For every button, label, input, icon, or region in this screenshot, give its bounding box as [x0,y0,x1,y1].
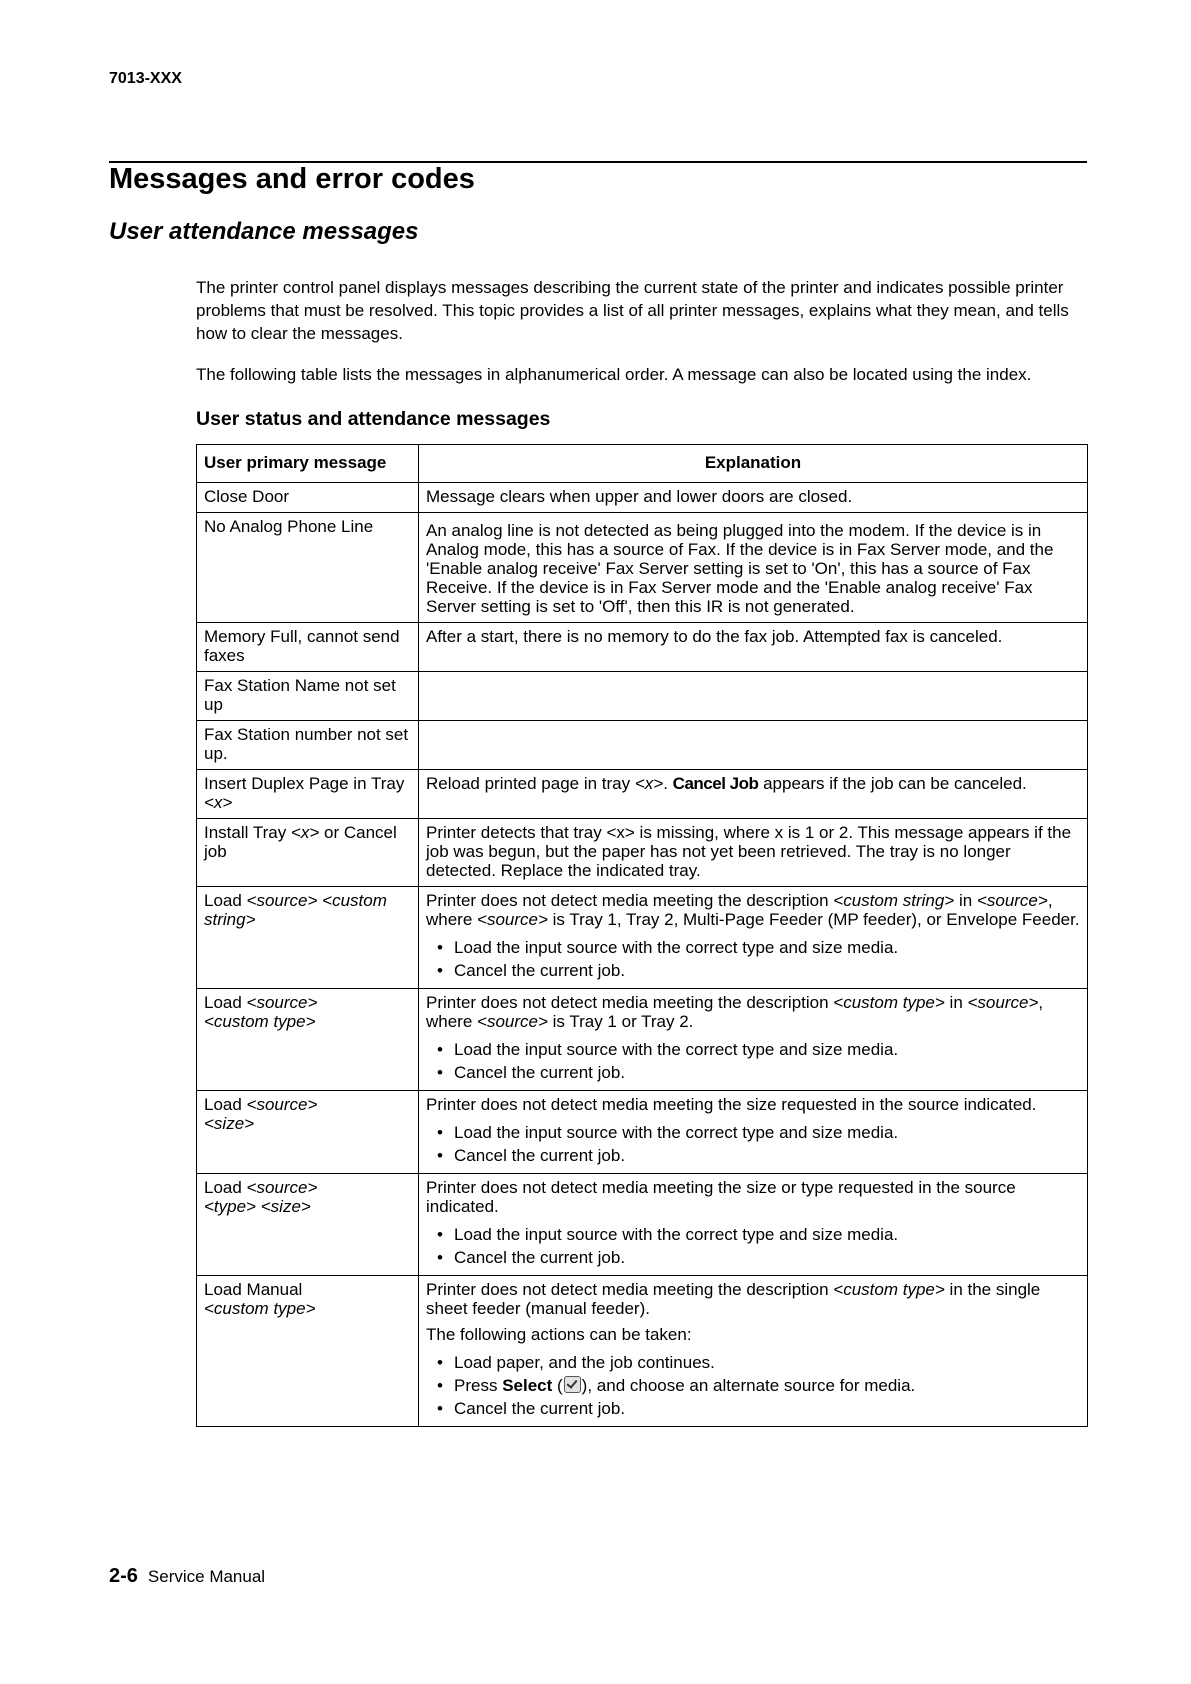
table-row [197,770,1088,819]
explanation-cell [419,721,1088,770]
explanation-cell [419,989,1088,1091]
intro-paragraph-2: The following table lists the messages in alphanumerical order. A message can also be located using the index. [196,365,1032,384]
table-row [197,672,1088,721]
table-row [197,623,1088,672]
action-list [426,1223,1080,1269]
explanation-cell [419,1091,1088,1174]
explanation-text: Printer does not detect media meeting the description <custom string> in <source>, where <source> is Tray 1, Tray 2, Multi-Page Feeder (MP feeder), or Envelope Feeder. [426,891,1080,929]
list-item: • Load paper, and the job continues. [426,1351,1080,1374]
column-header-explanation: Explanation [419,445,1088,483]
table-row [197,483,1088,513]
explanation-text: Printer does not detect media meeting the description <custom type> in the single sheet feeder (manual feeder). [426,1280,1041,1318]
message-cell: No Analog Phone Line [197,513,419,623]
table-row [197,819,1088,887]
column-header-message: User primary message [197,445,419,483]
message-cell: Fax Station Name not set up [197,672,419,721]
message-cell: Close Door [197,483,419,513]
table-row [197,1091,1088,1174]
message-cell: Memory Full, cannot send faxes [197,623,419,672]
list-item: • Cancel the current job. [426,1061,1080,1084]
explanation-text: Printer does not detect media meeting the size or type requested in the source indicated. [426,1178,1016,1216]
intro-paragraph-1: The printer control panel displays messages describing the current state of the printer and indicates possible printer problems that must be resolved. This topic provides a list of all printer messages, explains what they mean, and tells how to clear the messages. [196,278,1069,343]
message-cell: Load Manual <custom type> [197,1276,419,1427]
main-content [196,276,1087,1427]
footer-label: Service Manual [147,1567,266,1586]
select-label: Select [502,1376,553,1395]
explanation-cell: Printer detects that tray <x> is missing, where x is 1 or 2. This message appears if the job was begun, but the paper has not yet been retrieved. The tray is no longer detected. Replace the indicated tray. [419,819,1088,887]
table-row [197,721,1088,770]
page-number: 2-6 [109,1565,138,1587]
list-item: • Cancel the current job. [426,1246,1080,1269]
message-cell: Install Tray <x> or Cancel job [197,819,419,887]
list-item: • Load the input source with the correct type and size media. [426,1038,1080,1061]
message-cell: Load <source> <type> <size> [197,1174,419,1276]
explanation-cell: Message clears when upper and lower doors are closed. [419,483,1088,513]
action-list [426,1121,1080,1167]
table-row [197,989,1088,1091]
explanation-text: Printer does not detect media meeting the description <custom type> in <source>, where <source> is Tray 1 or Tray 2. [426,993,1044,1031]
table-row [197,887,1088,989]
explanation-cell: Reload printed page in tray <x>. Cancel Job appears if the job can be canceled. [419,770,1088,819]
message-cell: Load <source> <custom type> [197,989,419,1091]
message-cell: Insert Duplex Page in Tray <x> [197,770,419,819]
list-item: • Load the input source with the correct type and size media. [426,936,1080,959]
actions-intro: The following actions can be taken: [426,1325,692,1344]
list-item: • Press Select ( ), and choose an alternate source for media. [426,1374,1080,1397]
select-checkmark-icon [564,1376,581,1393]
table-row [197,513,1088,623]
action-list [426,936,1080,982]
list-item: • Cancel the current job. [426,1397,1080,1420]
list-item: • Load the input source with the correct type and size media. [426,1121,1080,1144]
explanation-cell [419,1174,1088,1276]
explanation-cell: An analog line is not detected as being plugged into the modem. If the device is in Analog mode, this has a source of Fax. If the device is in Fax Server mode, and the 'Enable analog receive' Fax Server setting is set to 'On', this has a source of Fax Receive. If the device is in Fax Server mode and the 'Enable analog receive' Fax Server setting is set to 'Off', then this IR is not generated. [419,513,1088,623]
section-subtitle: User attendance messages [109,218,419,245]
explanation-cell [419,1276,1088,1427]
explanation-cell [419,887,1088,989]
message-cell: Fax Station number not set up. [197,721,419,770]
action-list [426,1038,1080,1084]
messages-table [196,444,1088,1427]
explanation-text: Printer does not detect media meeting the size requested in the source indicated. [426,1095,1037,1114]
message-cell: Load <source> <custom string> [197,887,419,989]
message-cell: Load <source> <size> [197,1091,419,1174]
table-row [197,1276,1088,1427]
list-item: • Load the input source with the correct type and size media. [426,1223,1080,1246]
page-footer [109,1565,265,1588]
cancel-job-label: Cancel Job [672,774,759,793]
explanation-cell [419,672,1088,721]
table-header-row [197,445,1088,483]
list-item: • Cancel the current job. [426,959,1080,982]
page-title: Messages and error codes [109,163,475,195]
table-row [197,1174,1088,1276]
action-list [426,1351,1080,1420]
explanation-cell: After a start, there is no memory to do the fax job. Attempted fax is canceled. [419,623,1088,672]
table-title: User status and attendance messages [196,408,551,430]
document-id: 7013-XXX [109,70,182,87]
list-item: • Cancel the current job. [426,1144,1080,1167]
